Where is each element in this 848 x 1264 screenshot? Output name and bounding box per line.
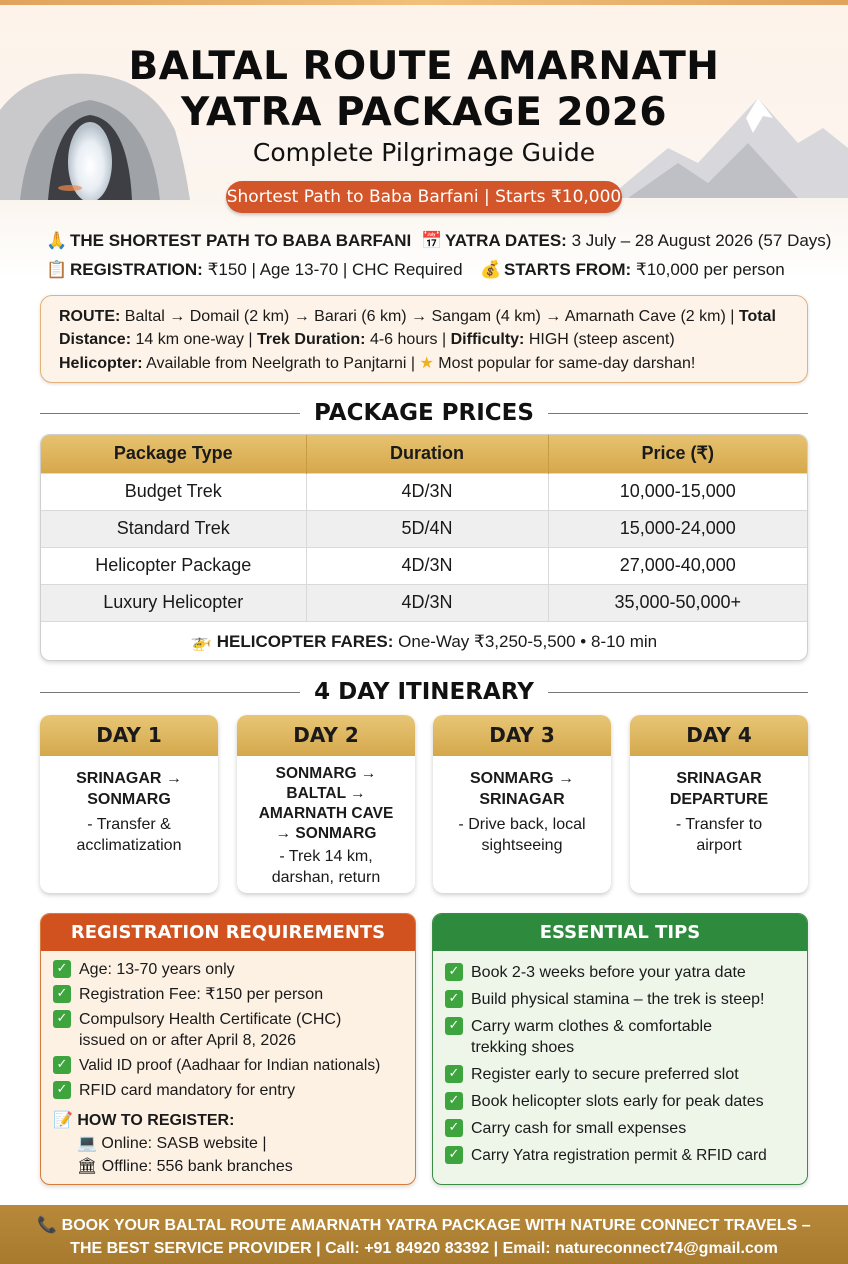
footer-line-2: THE BEST SERVICE PROVIDER | Call: +91 84920 83392 | Email: natureconnect74@gmail.com: [70, 1240, 778, 1257]
laptop-icon: 💻: [77, 1133, 97, 1152]
package-type-cell: Budget Trek: [41, 473, 306, 510]
price-cell: 35,000-50,000+: [548, 584, 807, 621]
check-icon: ✓: [445, 963, 463, 981]
info-yatra-dates: [421, 231, 831, 251]
tagline-badge: Shortest Path to Baba Barfani | Starts ₹10,000: [226, 181, 622, 213]
table-header-row: [41, 435, 807, 473]
list-item: [445, 962, 807, 983]
list-item: [53, 1080, 415, 1101]
package-type-cell: Helicopter Package: [41, 547, 306, 584]
check-icon: ✓: [445, 1092, 463, 1110]
price-cell: 10,000-15,000: [548, 473, 807, 510]
registration-value: ₹150 | Age 13-70 | CHC Required: [207, 260, 463, 279]
column-header-price: Price (₹): [548, 435, 807, 473]
list-item: [445, 1118, 807, 1139]
day-card-1: [40, 715, 218, 893]
price-cell: 15,000-24,000: [548, 510, 807, 547]
difficulty-label: Difficulty:: [450, 331, 525, 348]
tips-heading: ESSENTIAL TIPS: [433, 914, 807, 951]
helicopter-icon: 🚁: [190, 632, 213, 652]
check-icon: ✓: [445, 1017, 463, 1035]
requirement-text: Valid ID proof (Aadhaar for Indian nationals): [79, 1057, 381, 1074]
route-label: ROUTE:: [59, 308, 121, 325]
bank-icon: 🏛: [77, 1156, 98, 1175]
info-starts-from: [480, 260, 785, 280]
duration-cell: 5D/4N: [306, 510, 548, 547]
day-route: SRINAGAR → SONMARG: [76, 770, 182, 808]
requirement-text: Compulsory Health Certificate (CHC) issued on or after April 8, 2026: [79, 1011, 342, 1049]
table-row: [41, 547, 807, 584]
star-icon: ★: [419, 353, 434, 372]
column-header-package-type: Package Type: [41, 435, 306, 473]
essential-tips-box: [432, 913, 808, 1185]
day-description: - Drive back, local sightseeing: [458, 816, 586, 854]
requirement-text: Age: 13-70 years only: [79, 961, 235, 978]
phone-icon: 📞: [37, 1215, 58, 1234]
yatra-dates-label: YATRA DATES:: [445, 231, 567, 250]
online-registration: Online: SASB website |: [101, 1135, 267, 1152]
info-shortest-path: [46, 231, 411, 251]
list-item: [53, 984, 415, 1005]
total-distance-label: Total Distance:: [59, 308, 776, 348]
tip-text: Carry Yatra registration permit & RFID card: [471, 1147, 767, 1164]
list-item: [53, 959, 415, 980]
divider-line: [548, 413, 808, 414]
itinerary-heading: [40, 677, 808, 707]
day-label: DAY 1: [40, 715, 218, 756]
tip-text: Book helicopter slots early for peak dates: [471, 1093, 764, 1110]
tip-text: Build physical stamina – the trek is steep!: [471, 991, 765, 1008]
how-to-register: [41, 1105, 415, 1178]
check-icon: ✓: [445, 1146, 463, 1164]
trek-duration-value: 4-6 hours |: [369, 331, 447, 348]
helicopter-fares-value: One-Way ₹3,250-5,500 • 8-10 min: [398, 632, 658, 651]
day-description: - Transfer to airport: [675, 816, 763, 854]
popular-note: Most popular for same-day darshan!: [438, 355, 696, 372]
top-accent-strip: [0, 0, 848, 5]
check-icon: ✓: [53, 960, 71, 978]
page-title: [0, 44, 848, 136]
registration-label: REGISTRATION:: [70, 260, 203, 279]
requirement-text: RFID card mandatory for entry: [79, 1082, 296, 1099]
day-description: - Trek 14 km, darshan, return: [271, 848, 381, 886]
day-route: SONMARG → SRINAGAR: [470, 770, 574, 808]
calendar-icon: 📅: [421, 231, 443, 251]
requirements-heading: REGISTRATION REQUIREMENTS: [41, 914, 415, 951]
day-route: SRINAGAR DEPARTURE: [669, 770, 769, 808]
day-card-2: [237, 715, 415, 893]
price-cell: 27,000-40,000: [548, 547, 807, 584]
check-icon: ✓: [53, 985, 71, 1003]
day-label: DAY 2: [237, 715, 415, 756]
memo-icon: 📝: [53, 1110, 73, 1129]
check-icon: ✓: [445, 1119, 463, 1137]
title-line-2: YATRA PACKAGE 2026: [180, 90, 668, 135]
offline-registration: Offline: 556 bank branches: [101, 1158, 293, 1175]
day-description: - Transfer & acclimatization: [76, 816, 182, 854]
tip-text: Carry warm clothes & comfortable trekking shoes: [471, 1018, 712, 1056]
page-subtitle: Complete Pilgrimage Guide: [252, 138, 596, 167]
package-prices-heading: [40, 398, 808, 428]
duration-cell: 4D/3N: [306, 547, 548, 584]
package-type-cell: Standard Trek: [41, 510, 306, 547]
difficulty-value: HIGH (steep ascent): [528, 331, 675, 348]
list-item: [445, 1016, 807, 1058]
footer-line-1: BOOK YOUR BALTAL ROUTE AMARNATH YATRA PACKAGE WITH NATURE CONNECT TRAVELS –: [61, 1217, 811, 1234]
tip-text: Register early to secure preferred slot: [471, 1066, 739, 1083]
list-item: [53, 1055, 415, 1076]
check-icon: ✓: [53, 1010, 71, 1028]
starts-from-label: STARTS FROM:: [504, 260, 632, 279]
route-value: Baltal → Domail (2 km) → Barari (6 km) → Sangam (4 km) → Amarnath Cave (2 km) |: [124, 308, 735, 325]
list-item: [445, 1091, 807, 1112]
duration-cell: 4D/3N: [306, 473, 548, 510]
footer-banner: [0, 1205, 848, 1264]
helicopter-value: Available from Neelgrath to Panjtarni |: [146, 355, 416, 372]
package-type-cell: Luxury Helicopter: [41, 584, 306, 621]
price-table: [40, 434, 808, 661]
check-icon: ✓: [53, 1081, 71, 1099]
day-card-4: [630, 715, 808, 893]
package-prices-title: PACKAGE PRICES: [314, 400, 534, 426]
money-bag-icon: 💰: [480, 260, 502, 280]
divider-line: [548, 692, 808, 693]
requirement-text: Registration Fee: ₹150 per person: [79, 986, 324, 1003]
table-row: [41, 510, 807, 547]
registration-requirements-box: [40, 913, 416, 1185]
tip-text: Carry cash for small expenses: [471, 1120, 687, 1137]
starts-from-value: ₹10,000 per person: [635, 260, 785, 279]
day-label: DAY 3: [433, 715, 611, 756]
clipboard-icon: 📋: [46, 260, 68, 280]
list-item: [53, 1009, 415, 1051]
info-registration: [46, 260, 463, 280]
check-icon: ✓: [53, 1056, 71, 1074]
divider-line: [40, 692, 300, 693]
title-line-1: BALTAL ROUTE AMARNATH: [128, 44, 720, 89]
column-header-duration: Duration: [306, 435, 548, 473]
helicopter-label: Helicopter:: [59, 355, 143, 372]
list-item: [445, 989, 807, 1010]
itinerary-title: 4 DAY ITINERARY: [314, 679, 534, 705]
list-item: [445, 1064, 807, 1085]
table-row: [41, 584, 807, 621]
helicopter-fares-row: [41, 621, 807, 661]
folded-hands-icon: 🙏: [46, 231, 68, 251]
check-icon: ✓: [445, 1065, 463, 1083]
shortest-path-text: THE SHORTEST PATH TO BABA BARFANI: [70, 231, 412, 250]
day-route: SONMARG → BALTAL → AMARNATH CAVE → SONMARG: [258, 765, 394, 842]
day-card-3: [433, 715, 611, 893]
how-to-register-label: HOW TO REGISTER:: [77, 1112, 235, 1129]
day-label: DAY 4: [630, 715, 808, 756]
trek-duration-label: Trek Duration:: [257, 331, 366, 348]
list-item: [445, 1145, 807, 1166]
duration-cell: 4D/3N: [306, 584, 548, 621]
helicopter-fares-label: HELICOPTER FARES:: [216, 632, 394, 651]
check-icon: ✓: [445, 990, 463, 1008]
route-summary-box: [40, 295, 808, 383]
divider-line: [40, 413, 300, 414]
total-distance-value: 14 km one-way |: [135, 331, 253, 348]
table-row: [41, 473, 807, 510]
yatra-dates-value: 3 July – 28 August 2026 (57 Days): [571, 231, 832, 250]
tip-text: Book 2-3 weeks before your yatra date: [471, 964, 746, 981]
